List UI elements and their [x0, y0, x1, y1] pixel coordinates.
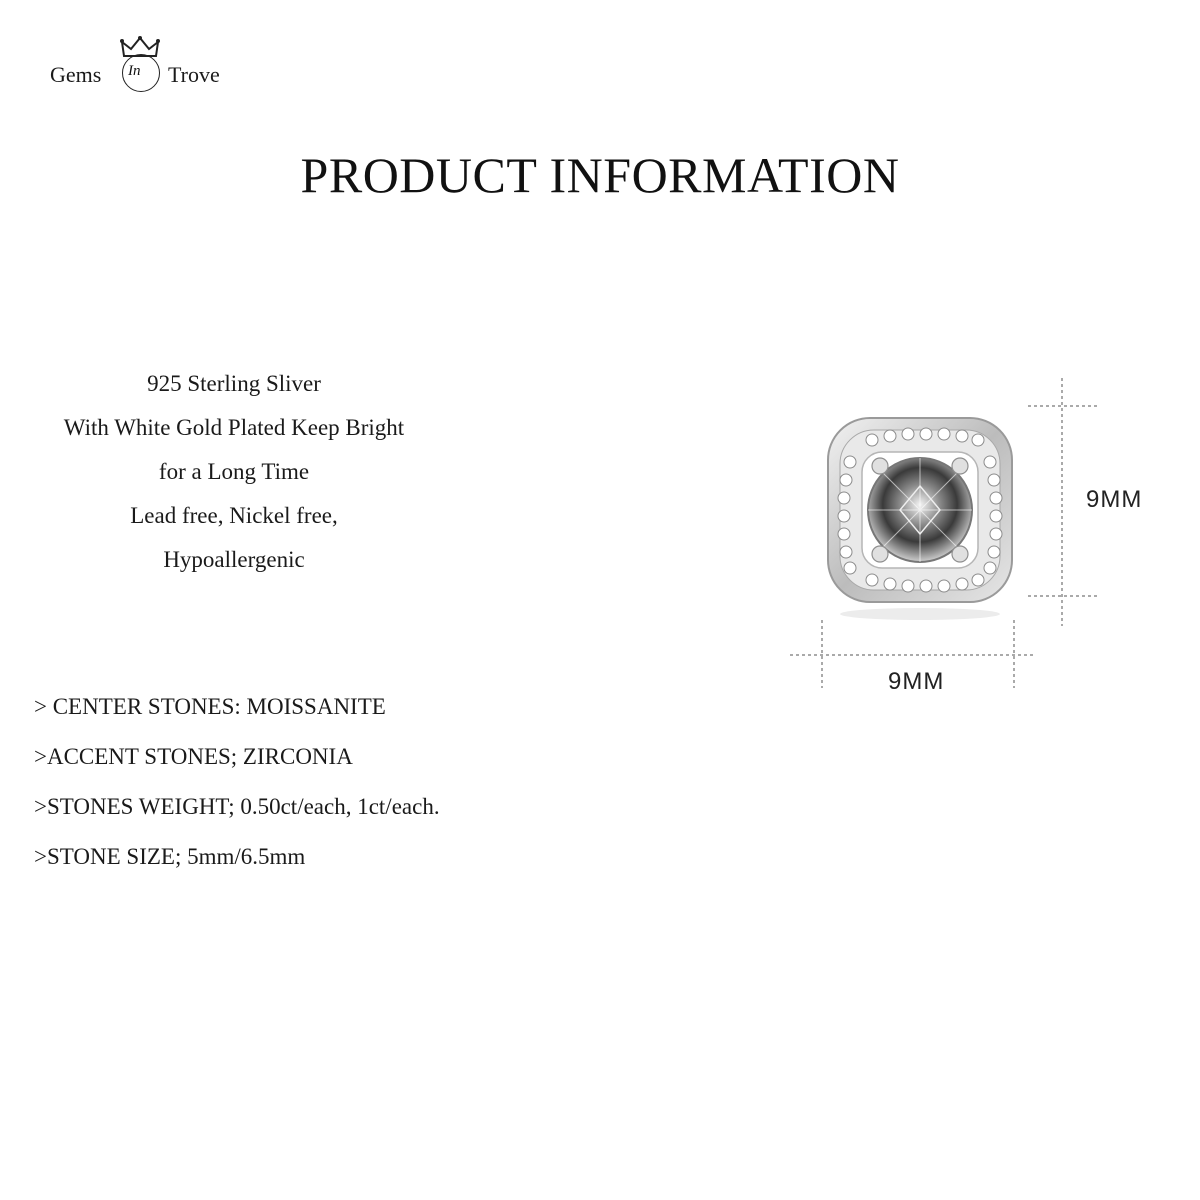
description-line: for a Long Time — [158, 459, 310, 484]
description-line: With White Gold Plated Keep Bright — [63, 415, 405, 440]
description-line: Lead free, Nickel free, — [130, 503, 338, 528]
brand-name-left: Gems — [50, 62, 102, 87]
spec-stones-weight: >STONES WEIGHT; 0.50ct/each, 1ct/each. — [34, 794, 440, 819]
page-title: PRODUCT INFORMATION — [300, 147, 900, 203]
width-dimension-label: 9MM — [888, 668, 945, 695]
description-line: 925 Sterling Sliver — [147, 371, 321, 396]
product-specs — [34, 684, 440, 884]
height-dimension-label: 9MM — [1086, 486, 1143, 513]
brand-name-mid: In — [128, 63, 141, 79]
earring-dimension-diagram — [780, 370, 1170, 710]
brand-logo — [50, 36, 250, 96]
product-description — [24, 362, 444, 582]
earring-image — [780, 370, 1170, 710]
spec-accent-stones: >ACCENT STONES; ZIRCONIA — [34, 744, 353, 769]
spec-center-stones: > CENTER STONES: MOISSANITE — [34, 694, 386, 719]
description-line: Hypoallergenic — [163, 547, 305, 572]
spec-stone-size: >STONE SIZE; 5mm/6.5mm — [34, 844, 306, 869]
brand-name-right: Trove — [168, 62, 220, 87]
